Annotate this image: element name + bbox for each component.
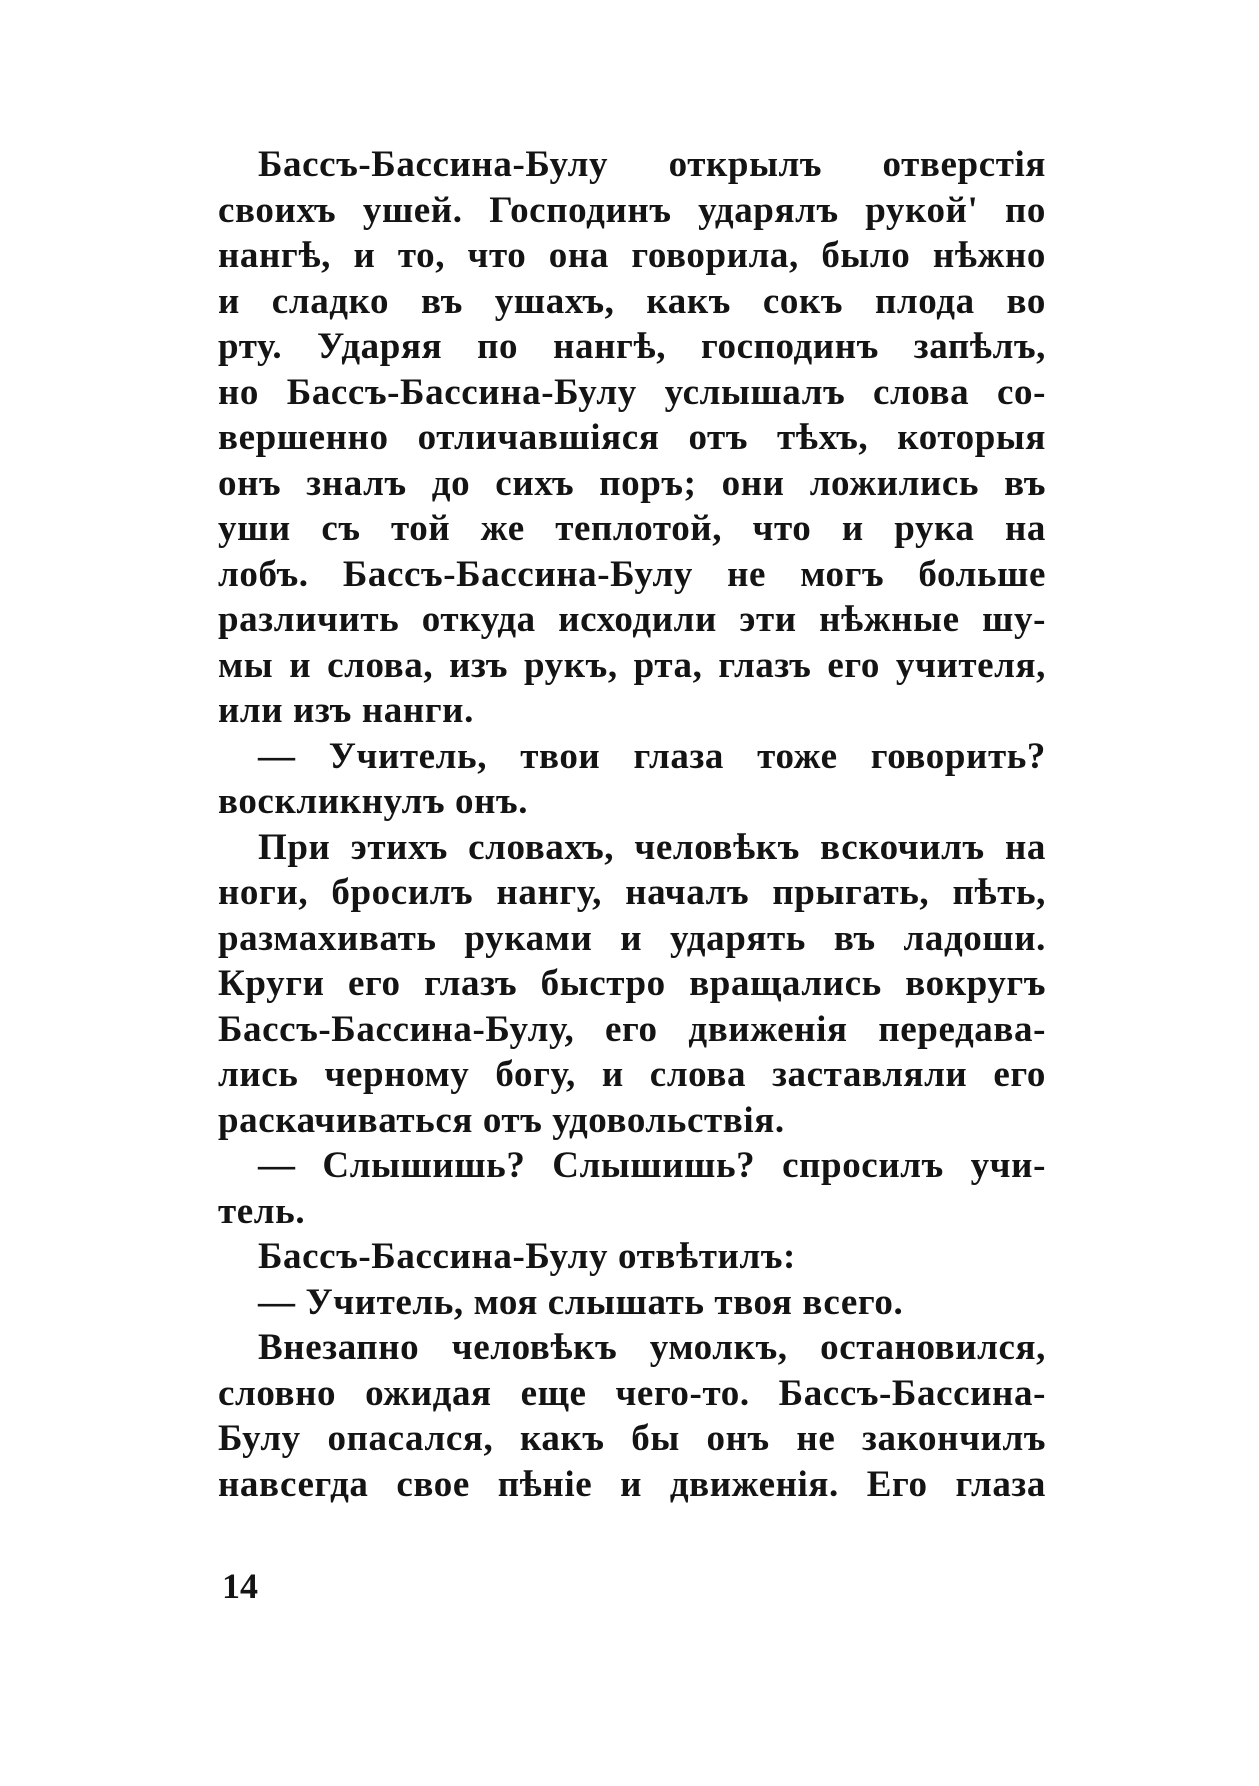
text-line: и сладко въ ушахъ, какъ сокъ плода во <box>218 280 1046 322</box>
text-line: лись черному богу, и слова заставляли его <box>218 1054 1046 1095</box>
text-line: Внезапно человѣкъ умолкъ, остановился, <box>258 1327 1046 1368</box>
text-line: вершенно отличавшіяся отъ тѣхъ, которыя <box>218 417 1046 458</box>
text-line: нангѣ, и то, что она говорила, было нѣжно <box>218 235 1046 276</box>
text-line: лобъ. Бассъ-Бассина-Булу не могъ больше <box>218 553 1046 595</box>
text-line: При этихъ словахъ, человѣкъ вскочилъ на <box>258 826 1046 868</box>
text-line: навсегда свое пѣніе и движенія. Его глаза <box>218 1463 1046 1505</box>
text-line: онъ зналъ до сихъ поръ; они ложились въ <box>218 462 1046 504</box>
text-line: — Учитель, твои глаза тоже говорить? <box>258 735 1046 777</box>
text-line: воскликнулъ онъ. <box>218 781 529 822</box>
text-line: мы и слова, изъ рукъ, рта, глазъ его учителя, <box>218 644 1046 686</box>
text-line: Бассъ-Бассина-Булу, его движенія передава- <box>218 1008 1046 1050</box>
text-line: различить откуда исходили эти нѣжные шу- <box>218 599 1046 640</box>
page-number: 14 <box>222 1566 258 1606</box>
text-line: Круги его глазъ быстро вращались вокругъ <box>218 963 1046 1004</box>
text-line: ноги, бросилъ нангу, началъ прыгать, пѣть, <box>218 872 1046 913</box>
text-line: словно ожидая еще чего-то. Бассъ-Бассина- <box>218 1372 1046 1414</box>
body-text <box>218 142 1046 1507</box>
text-line: тель. <box>218 1190 306 1232</box>
text-line: размахивать руками и ударять въ ладоши. <box>218 917 1046 959</box>
text-line: но Бассъ-Бассина-Булу услышалъ слова со- <box>218 371 1046 413</box>
text-line: Бассъ-Бассина-Булу открылъ отверстія <box>258 144 1046 185</box>
text-line: рту. Ударяя по нангѣ, господинъ запѣлъ, <box>218 326 1046 367</box>
text-line: уши съ той же теплотой, что и рука на <box>218 508 1046 549</box>
text-line: или изъ нанги. <box>218 690 474 731</box>
text-line: раскачиваться отъ удовольствія. <box>218 1099 785 1141</box>
text-line: Бассъ-Бассина-Булу отвѣтилъ: <box>258 1236 796 1277</box>
text-line: Булу опасался, какъ бы онъ не закончилъ <box>218 1418 1046 1459</box>
text-line: — Учитель, моя слышать твоя всего. <box>258 1281 904 1323</box>
text-line: — Слышишь? Слышишь? спросилъ учи- <box>258 1145 1046 1186</box>
text-line: своихъ ушей. Господинъ ударялъ рукой' по <box>218 189 1046 231</box>
